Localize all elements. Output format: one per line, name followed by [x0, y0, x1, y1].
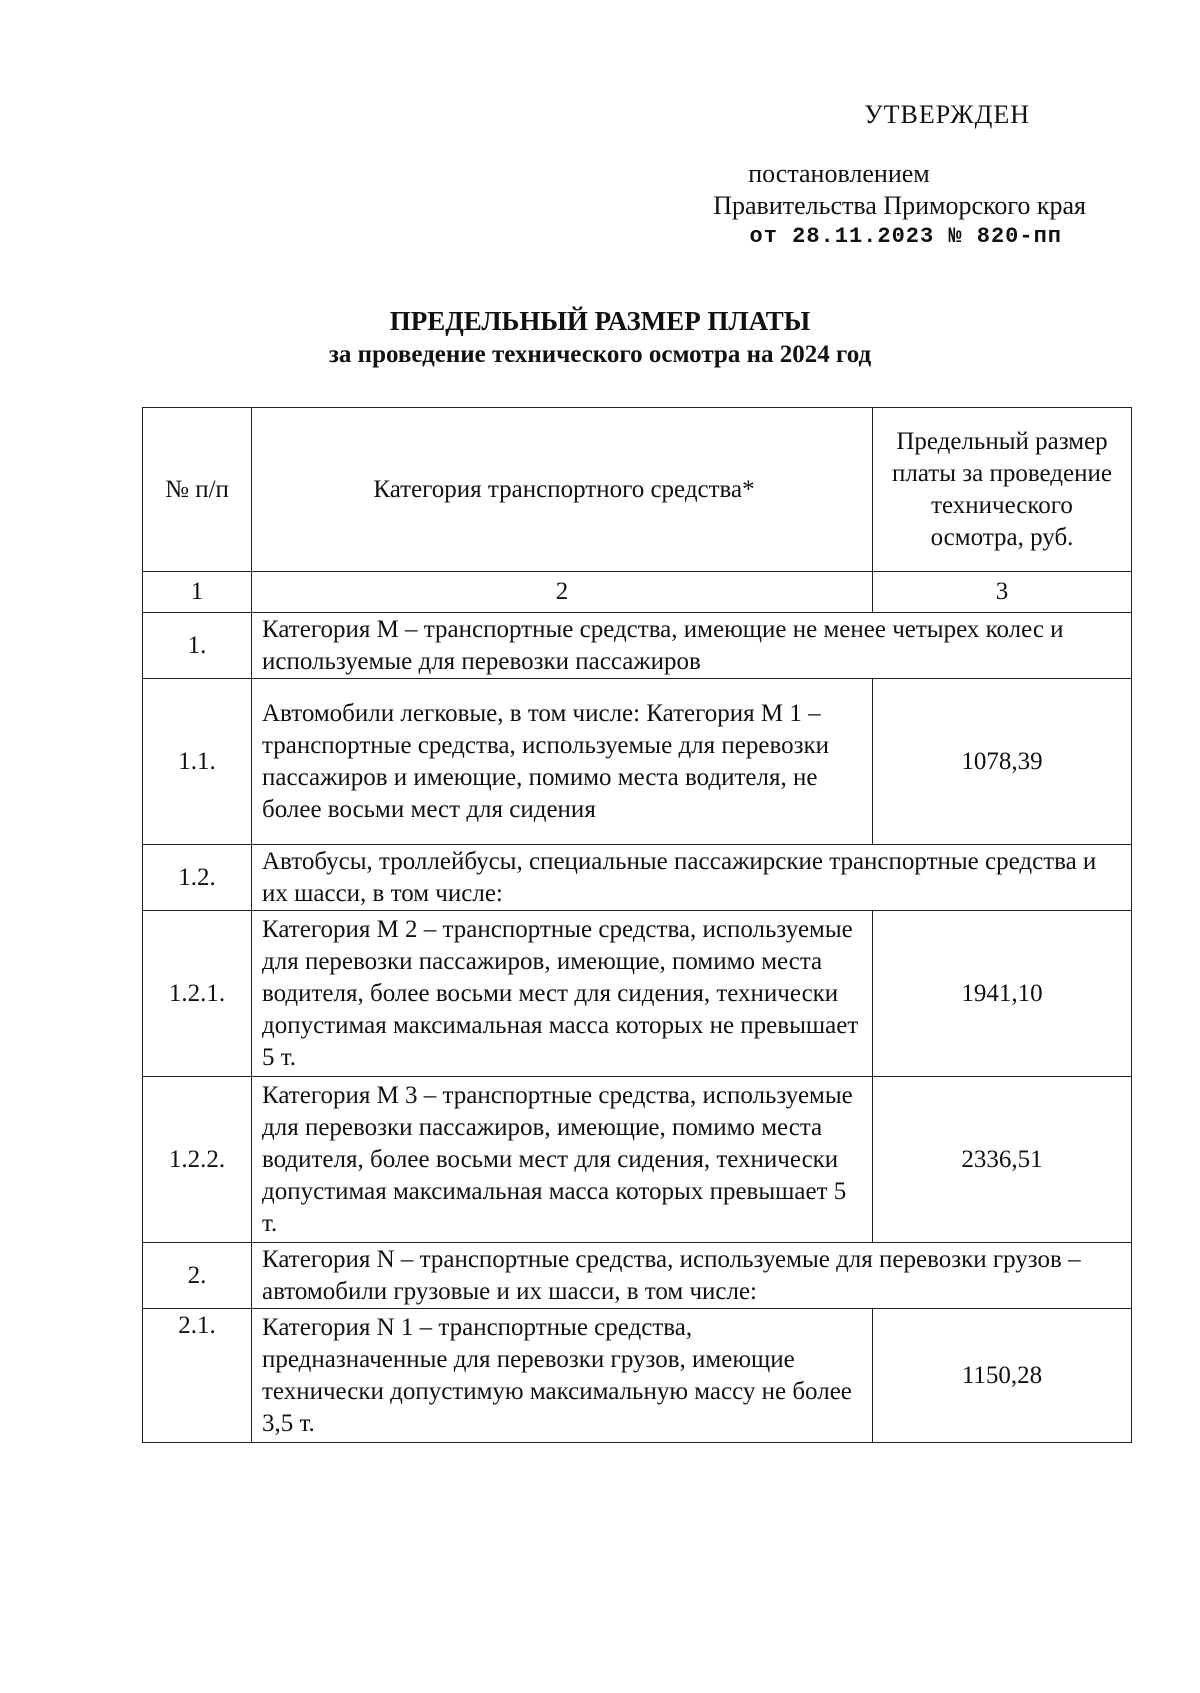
document-subtitle: за проведение технического осмотра на 2024 год	[328, 341, 872, 368]
document-heading	[0, 304, 1200, 372]
row-number: 1.1.	[143, 679, 252, 845]
index-cell: 1	[143, 572, 252, 613]
approved-stamp-text: УТВЕРЖДЕН	[864, 100, 1030, 129]
index-cell: 3	[873, 572, 1132, 613]
row-number: 1.2.1.	[143, 911, 252, 1077]
table-row	[143, 845, 1132, 911]
row-category: Категория N 1 – транспортные средства, предназначенные для перевозки грузов, имеющие технически допустимую максимальную массу не более 3,5 т.	[252, 1309, 873, 1443]
row-category: Категория М 2 – транспортные средства, используемые для перевозки пассажиров, имеющие, помимо места водителя, более восьми мест для сидения, технически допустимая максимальная масса которых не превышает 5 т.	[252, 911, 873, 1077]
row-category: Автобусы, троллейбусы, специальные пассажирские транспортные средства и их шасси, в том числе:	[252, 845, 1132, 911]
table-index-row	[143, 572, 1132, 613]
row-category: Категория М – транспортные средства, имеющие не менее четырех колес и используемые для перевозки пассажиров	[252, 613, 1132, 679]
table-header-row	[143, 408, 1132, 572]
index-cell: 2	[252, 572, 873, 613]
header-num: № п/п	[143, 408, 252, 572]
row-number: 1.2.2.	[143, 1077, 252, 1243]
header-category: Категория транспортного средства*	[252, 408, 873, 572]
table-row	[143, 1309, 1132, 1443]
fee-table	[142, 407, 1132, 1443]
decree-number: от 28.11.2023 № 820-пп	[749, 224, 1062, 249]
row-number: 1.	[143, 613, 252, 679]
row-fee: 1078,39	[873, 679, 1132, 845]
table-row	[143, 1243, 1132, 1309]
document-title: ПРЕДЕЛЬНЫЙ РАЗМЕР ПЛАТЫ	[389, 306, 811, 336]
table-row	[143, 679, 1132, 845]
decree-reference	[610, 158, 1086, 222]
decree-line-2: Правительства Приморского края	[713, 191, 1086, 220]
row-category: Категория М 3 – транспортные средства, используемые для перевозки пассажиров, имеющие, помимо места водителя, более восьми мест для сидения, технически допустимая максимальная масса которых превышает 5 т.	[252, 1077, 873, 1243]
row-fee: 2336,51	[873, 1077, 1132, 1243]
header-fee: Предельный размер платы за проведение технического осмотра, руб.	[873, 408, 1132, 572]
row-fee: 1941,10	[873, 911, 1132, 1077]
row-fee: 1150,28	[873, 1309, 1132, 1443]
table-row	[143, 911, 1132, 1077]
row-category: Категория N – транспортные средства, используемые для перевозки грузов – автомобили грузовые и их шасси, в том числе:	[252, 1243, 1132, 1309]
row-number: 1.2.	[143, 845, 252, 911]
decree-line-1: постановлением	[748, 159, 930, 188]
table-row	[143, 613, 1132, 679]
row-category: Автомобили легковые, в том числе: Категория М 1 – транспортные средства, используемые для перевозки пассажиров и имеющие, помимо места водителя, не более восьми мест для сидения	[252, 679, 873, 845]
table-row	[143, 1077, 1132, 1243]
row-number: 2.1.	[143, 1309, 252, 1443]
row-number: 2.	[143, 1243, 252, 1309]
